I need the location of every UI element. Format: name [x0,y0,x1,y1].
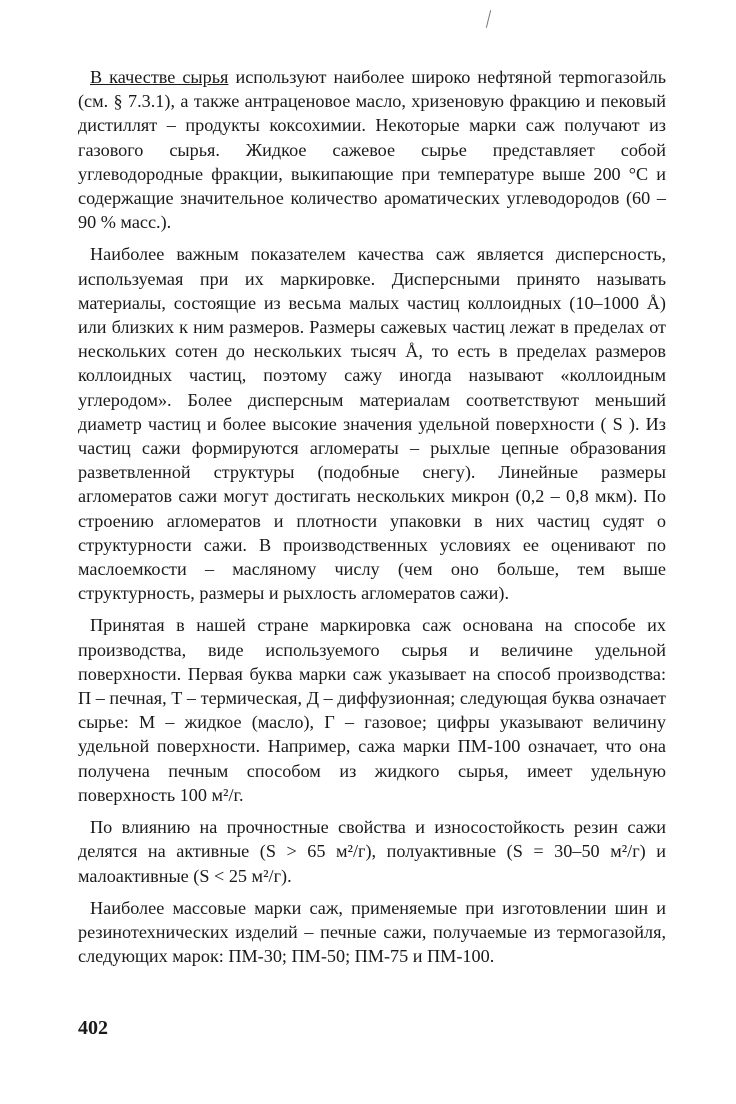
paragraph-raw-materials [78,65,666,234]
paragraph-activity-classes: По влиянию на прочностные свойства и износостойкость резин сажи делятся на активные (S > 65 м²/г), полуактивные (S = 30–50 м²/г) и малоактивные (S < 25 м²/г). [78,817,666,886]
paragraph-text: используют наиболее широко нефтяной терmогазойль (см. § 7.3.1), а также антраценовое масло, хризеновую фракцию и пековый дистиллят – продукты коксохимии. Некоторые марки саж получают из газового сырья. Жидкое сажевое сырье представляет собой углеводородные фракции, выкипающие при температуре выше 200 °С и содержащие значительное количество ароматических углеводородов (60 – 90 % масс.). [78,67,666,233]
paragraph-dispersity: Наиболее важным показателем качества саж является дисперсность, используемая при их маркировке. Дисперсными принято называть материалы, состоящие из весьма малых частиц коллоидных (10–1000 Å) или близких к ним размеров. Размеры сажевых частиц лежат в пределах от нескольких сотен до нескольких тысяч Å, то есть в пределах размеров коллоидных частиц, поэтому сажу иногда называют «коллоидным углеродом». Более дисперсным материалам соответствуют меньший диаметр частиц и более высокие значения удельной поверхности ( S ). Из частиц сажи формируются агломераты – рыхлые цепные образования разветвленной структуры (подобные снегу). Линейные размеры агломератов сажи могут достигать нескольких микрон (0,2 – 0,8 мкм). По строению агломератов и плотности упаковки в них частиц судят о структурности сажи. В производственных условиях ее оценивают по маслоемкости – масляному числу (чем оно больше, тем выше структурность, размеры и рыхлость агломератов сажи). [78,244,666,604]
scan-artifact-mark [486,10,491,28]
underlined-lead-phrase: В качестве сырья [90,67,229,87]
page-body [78,65,666,976]
paragraph-marking: Принятая в нашей стране маркировка саж основана на способе их производства, виде используемого сырья и величине удельной поверхности. Первая буква марки саж указывает на способ производства: П – печная, Т – термическая, Д – диффузионная; следующая буква означает сырье: М – жидкое (масло), Г – газовое; цифры указывают величину удельной поверхности. Например, сажа марки ПМ-100 означает, что она получена печным способом из жидкого сырья, имеет удельную поверхность 100 м²/г. [78,615,666,805]
page-number: 402 [78,1017,108,1039]
paragraph-mass-grades: Наиболее массовые марки саж, применяемые при изготовлении шин и резинотехнических изделий – печные сажи, получаемые из термогазойля, следующих марок: ПМ-30; ПМ-50; ПМ-75 и ПМ-100. [78,897,666,967]
